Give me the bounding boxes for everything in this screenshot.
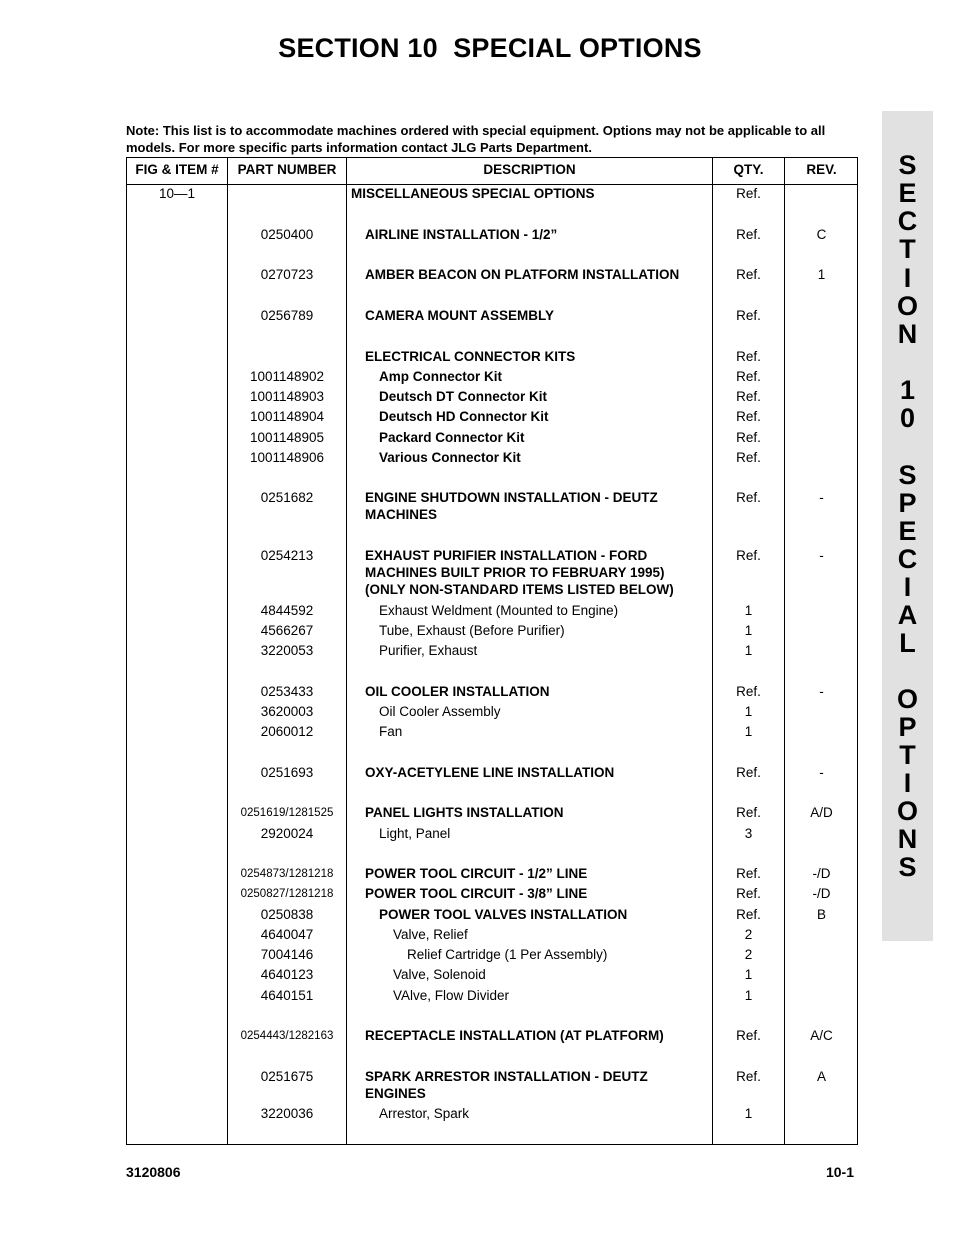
side-tab-letter: I bbox=[903, 768, 912, 798]
cell-part-number: 4640047 bbox=[260, 927, 314, 942]
cell-description: VAlve, Flow Divider bbox=[393, 988, 510, 1003]
cell-qty: Ref. bbox=[736, 450, 761, 465]
cell-description: Tube, Exhaust (Before Purifier) bbox=[379, 623, 565, 638]
cell-qty: Ref. bbox=[736, 765, 761, 780]
side-tab-letter: 0 bbox=[899, 403, 916, 433]
cell-qty: 1 bbox=[744, 967, 753, 982]
side-tab-letter: A bbox=[897, 600, 918, 630]
cell-qty: Ref. bbox=[736, 907, 761, 922]
parts-table bbox=[126, 157, 858, 1145]
cell-part-number: 0250400 bbox=[260, 227, 314, 242]
side-tab-letter: C bbox=[897, 544, 918, 574]
cell-part-number: 2920024 bbox=[260, 826, 314, 841]
cell-description: Valve, Solenoid bbox=[393, 967, 486, 982]
cell-part-number: 1001148905 bbox=[249, 430, 325, 445]
cell-rev: C bbox=[816, 227, 827, 242]
side-tab-letter: N bbox=[897, 824, 918, 854]
cell-description: Light, Panel bbox=[379, 826, 451, 841]
cell-description: Relief Cartridge (1 Per Assembly) bbox=[407, 947, 608, 962]
cell-description: AIRLINE INSTALLATION - 1/2” bbox=[365, 227, 558, 242]
cell-description: Oil Cooler Assembly bbox=[379, 704, 501, 719]
cell-qty: Ref. bbox=[736, 548, 761, 563]
cell-part-number: 1001148904 bbox=[249, 409, 325, 424]
column-divider bbox=[346, 158, 347, 1144]
cell-part-number: 1001148903 bbox=[249, 389, 325, 404]
header-fig-item: FIG & ITEM # bbox=[135, 162, 219, 177]
cell-description: Purifier, Exhaust bbox=[379, 643, 478, 658]
side-tab-letter: L bbox=[899, 628, 916, 658]
cell-qty: Ref. bbox=[736, 369, 761, 384]
cell-part-number: 2060012 bbox=[260, 724, 314, 739]
cell-part-number: 0253433 bbox=[260, 684, 314, 699]
cell-qty: Ref. bbox=[736, 886, 761, 901]
cell-part-number: 0254873/1281218 bbox=[240, 868, 334, 880]
cell-qty: 1 bbox=[744, 724, 753, 739]
cell-description: POWER TOOL CIRCUIT - 1/2” LINE bbox=[365, 866, 588, 881]
cell-rev: A/C bbox=[810, 1028, 833, 1043]
cell-part-number: 0251693 bbox=[260, 765, 314, 780]
cell-description: POWER TOOL CIRCUIT - 3/8” LINE bbox=[365, 886, 588, 901]
cell-description: CAMERA MOUNT ASSEMBLY bbox=[365, 308, 555, 323]
cell-qty: Ref. bbox=[736, 866, 761, 881]
cell-description: OIL COOLER INSTALLATION bbox=[365, 684, 550, 699]
cell-description: POWER TOOL VALVES INSTALLATION bbox=[379, 907, 628, 922]
cell-description: EXHAUST PURIFIER INSTALLATION - FORD MACHINES BUILT PRIOR TO FEBRUARY 1995) (ONLY NON-STANDARD ITEMS LISTED BELOW) bbox=[365, 548, 674, 597]
header-part-number: PART NUMBER bbox=[237, 162, 337, 177]
cell-description: PANEL LIGHTS INSTALLATION bbox=[365, 805, 564, 820]
cell-description: Exhaust Weldment (Mounted to Engine) bbox=[379, 603, 619, 618]
cell-description: AMBER BEACON ON PLATFORM INSTALLATION bbox=[365, 267, 680, 282]
footer-doc-number: 3120806 bbox=[126, 1164, 181, 1180]
cell-description: OXY-ACETYLENE LINE INSTALLATION bbox=[365, 765, 615, 780]
cell-qty: Ref. bbox=[736, 227, 761, 242]
cell-qty: 1 bbox=[744, 603, 753, 618]
section-side-tab bbox=[882, 111, 933, 941]
cell-qty: Ref. bbox=[736, 1069, 761, 1084]
cell-rev: -/D bbox=[812, 886, 831, 901]
cell-description: MISCELLANEOUS SPECIAL OPTIONS bbox=[351, 186, 595, 201]
cell-part-number: 0270723 bbox=[260, 267, 314, 282]
cell-qty: Ref. bbox=[736, 684, 761, 699]
cell-qty: Ref. bbox=[736, 490, 761, 505]
header-rev: REV. bbox=[806, 162, 837, 177]
cell-description: Packard Connector Kit bbox=[379, 430, 525, 445]
cell-part-number: 0254443/1282163 bbox=[240, 1030, 334, 1042]
cell-qty: 2 bbox=[744, 927, 753, 942]
cell-part-number: 1001148906 bbox=[249, 450, 325, 465]
side-tab-letter: S bbox=[898, 460, 917, 490]
side-tab-letter: S bbox=[898, 150, 917, 180]
cell-qty: Ref. bbox=[736, 805, 761, 820]
cell-qty: Ref. bbox=[736, 430, 761, 445]
cell-qty: Ref. bbox=[736, 308, 761, 323]
cell-qty: 1 bbox=[744, 1106, 753, 1121]
note-text: Note: This list is to accommodate machines ordered with special equipment. Options may not be applicable to all models. For more specific parts information contact JLG Parts Department. bbox=[126, 123, 826, 155]
cell-rev: - bbox=[819, 490, 824, 505]
cell-rev: - bbox=[819, 684, 824, 699]
cell-qty: Ref. bbox=[736, 267, 761, 282]
cell-part-number: 4566267 bbox=[260, 623, 314, 638]
cell-part-number: 0251619/1281525 bbox=[240, 807, 334, 819]
header-qty: QTY. bbox=[733, 162, 764, 177]
side-tab-letter: O bbox=[896, 796, 918, 826]
cell-part-number: 1001148902 bbox=[249, 369, 325, 384]
cell-description: Deutsch DT Connector Kit bbox=[379, 389, 548, 404]
cell-part-number: 7004146 bbox=[260, 947, 314, 962]
cell-qty: 2 bbox=[744, 947, 753, 962]
side-tab-letter: S bbox=[898, 852, 917, 882]
cell-description: Deutsch HD Connector Kit bbox=[379, 409, 549, 424]
cell-description: RECEPTACLE INSTALLATION (AT PLATFORM) bbox=[365, 1028, 664, 1043]
cell-part-number: 3220036 bbox=[260, 1106, 314, 1121]
side-tab-letter: I bbox=[903, 263, 912, 293]
cell-qty: 1 bbox=[744, 988, 753, 1003]
cell-part-number: 0256789 bbox=[260, 308, 314, 323]
cell-rev: A/D bbox=[810, 805, 833, 820]
cell-qty: Ref. bbox=[736, 186, 761, 201]
cell-rev: 1 bbox=[817, 267, 826, 282]
side-tab-letter: N bbox=[897, 319, 918, 349]
side-tab-letter: O bbox=[896, 684, 918, 714]
cell-part-number: 3620003 bbox=[260, 704, 314, 719]
cell-qty: Ref. bbox=[736, 409, 761, 424]
side-tab-letter: P bbox=[898, 488, 917, 518]
side-tab-letter: E bbox=[898, 178, 917, 208]
cell-rev: -/D bbox=[812, 866, 831, 881]
cell-rev: - bbox=[819, 548, 824, 563]
header-description: DESCRIPTION bbox=[483, 162, 576, 177]
cell-description: SPARK ARRESTOR INSTALLATION - DEUTZ ENGINES bbox=[365, 1069, 648, 1101]
cell-description: Valve, Relief bbox=[393, 927, 468, 942]
cell-part-number: 4844592 bbox=[260, 603, 314, 618]
cell-part-number: 0251675 bbox=[260, 1069, 314, 1084]
cell-qty: 1 bbox=[744, 704, 753, 719]
cell-rev: A bbox=[816, 1069, 826, 1084]
side-tab-letter: C bbox=[897, 206, 918, 236]
side-tab-letter: E bbox=[898, 516, 917, 546]
cell-description: Fan bbox=[379, 724, 403, 739]
cell-qty: Ref. bbox=[736, 1028, 761, 1043]
cell-description: Various Connector Kit bbox=[379, 450, 521, 465]
cell-fig-item: 10—1 bbox=[158, 186, 196, 201]
side-tab-letter: I bbox=[903, 572, 912, 602]
cell-part-number: 0254213 bbox=[260, 548, 314, 563]
cell-qty: 1 bbox=[744, 623, 753, 638]
cell-description: Amp Connector Kit bbox=[379, 369, 502, 384]
cell-part-number: 4640151 bbox=[260, 988, 314, 1003]
cell-description: ELECTRICAL CONNECTOR KITS bbox=[365, 349, 576, 364]
cell-qty: Ref. bbox=[736, 349, 761, 364]
cell-qty: Ref. bbox=[736, 389, 761, 404]
cell-part-number: 0250827/1281218 bbox=[240, 888, 334, 900]
cell-part-number: 4640123 bbox=[260, 967, 314, 982]
cell-rev: - bbox=[819, 765, 824, 780]
cell-rev: B bbox=[816, 907, 826, 922]
cell-part-number: 3220053 bbox=[260, 643, 314, 658]
cell-qty: 3 bbox=[744, 826, 753, 841]
cell-part-number: 0251682 bbox=[260, 490, 314, 505]
side-tab-letter: T bbox=[899, 234, 916, 264]
column-divider bbox=[784, 158, 785, 1144]
side-tab-letter: O bbox=[896, 291, 918, 321]
cell-part-number: 0250838 bbox=[260, 907, 314, 922]
side-tab-letter: P bbox=[898, 712, 917, 742]
page-title: SECTION 10 SPECIAL OPTIONS bbox=[278, 33, 702, 63]
side-tab-letter: T bbox=[899, 740, 916, 770]
footer-page-number: 10-1 bbox=[825, 1164, 854, 1180]
cell-description: ENGINE SHUTDOWN INSTALLATION - DEUTZ MACHINES bbox=[365, 490, 658, 522]
side-tab-letter: 1 bbox=[899, 375, 916, 405]
cell-description: Arrestor, Spark bbox=[379, 1106, 470, 1121]
cell-qty: 1 bbox=[744, 643, 753, 658]
